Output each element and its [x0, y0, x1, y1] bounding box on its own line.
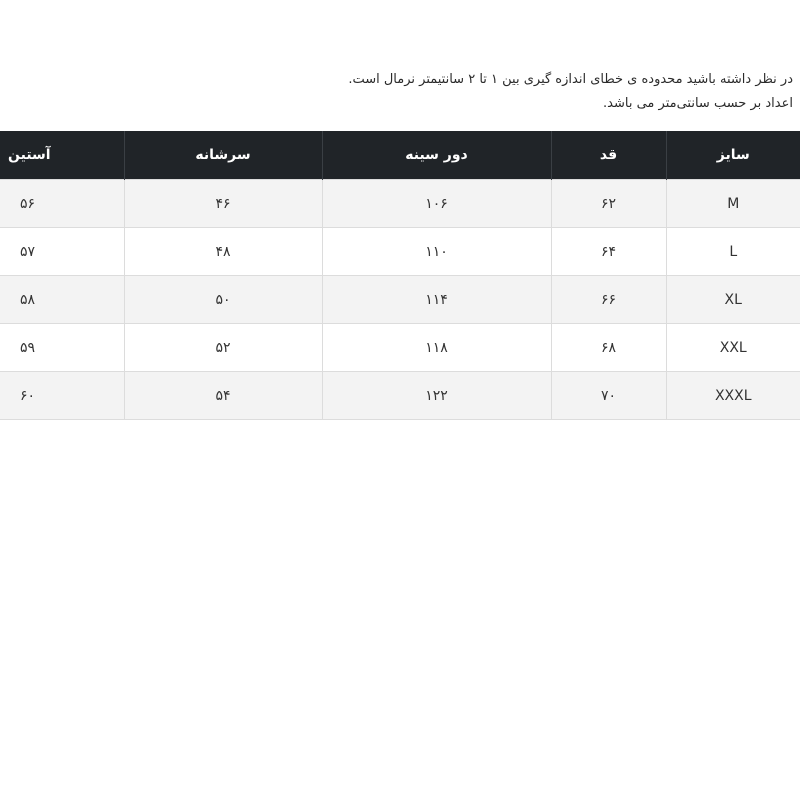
cell-chest: ۱۱۰	[322, 228, 551, 276]
cell-size: XL	[666, 276, 800, 324]
header-sleeve: آستین	[0, 131, 124, 180]
cell-size: M	[666, 180, 800, 228]
measurement-error-note: در نظر داشته باشید محدوده ی خطای اندازه گیری بین ۱ تا ۲ سانتیمتر نرمال است.	[348, 72, 793, 87]
cell-height: ۶۸	[551, 324, 666, 372]
cell-shoulder: ۴۸	[124, 228, 322, 276]
cell-chest: ۱۱۸	[322, 324, 551, 372]
header-height: قد	[551, 131, 666, 180]
cell-sleeve: ۶۰	[0, 372, 124, 420]
cell-height: ۷۰	[551, 372, 666, 420]
cell-shoulder: ۵۰	[124, 276, 322, 324]
table-header-row	[0, 131, 800, 180]
cell-shoulder: ۵۲	[124, 324, 322, 372]
size-chart-table	[0, 131, 800, 420]
table-row	[0, 228, 800, 276]
cell-chest: ۱۰۶	[322, 180, 551, 228]
header-chest: دور سینه	[322, 131, 551, 180]
cell-shoulder: ۴۶	[124, 180, 322, 228]
cell-size: XXL	[666, 324, 800, 372]
table-row	[0, 180, 800, 228]
table-row	[0, 372, 800, 420]
cell-shoulder: ۵۴	[124, 372, 322, 420]
cell-height: ۶۴	[551, 228, 666, 276]
cell-sleeve: ۵۷	[0, 228, 124, 276]
header-size: سایز	[666, 131, 800, 180]
size-notes	[13, 68, 793, 116]
cell-height: ۶۶	[551, 276, 666, 324]
units-note: اعداد بر حسب سانتی‌متر می باشد.	[603, 96, 793, 111]
cell-size: L	[666, 228, 800, 276]
cell-height: ۶۲	[551, 180, 666, 228]
cell-sleeve: ۵۶	[0, 180, 124, 228]
cell-chest: ۱۱۴	[322, 276, 551, 324]
table-row	[0, 324, 800, 372]
cell-chest: ۱۲۲	[322, 372, 551, 420]
cell-sleeve: ۵۸	[0, 276, 124, 324]
cell-sleeve: ۵۹	[0, 324, 124, 372]
table-row	[0, 276, 800, 324]
header-shoulder: سرشانه	[124, 131, 322, 180]
cell-size: XXXL	[666, 372, 800, 420]
